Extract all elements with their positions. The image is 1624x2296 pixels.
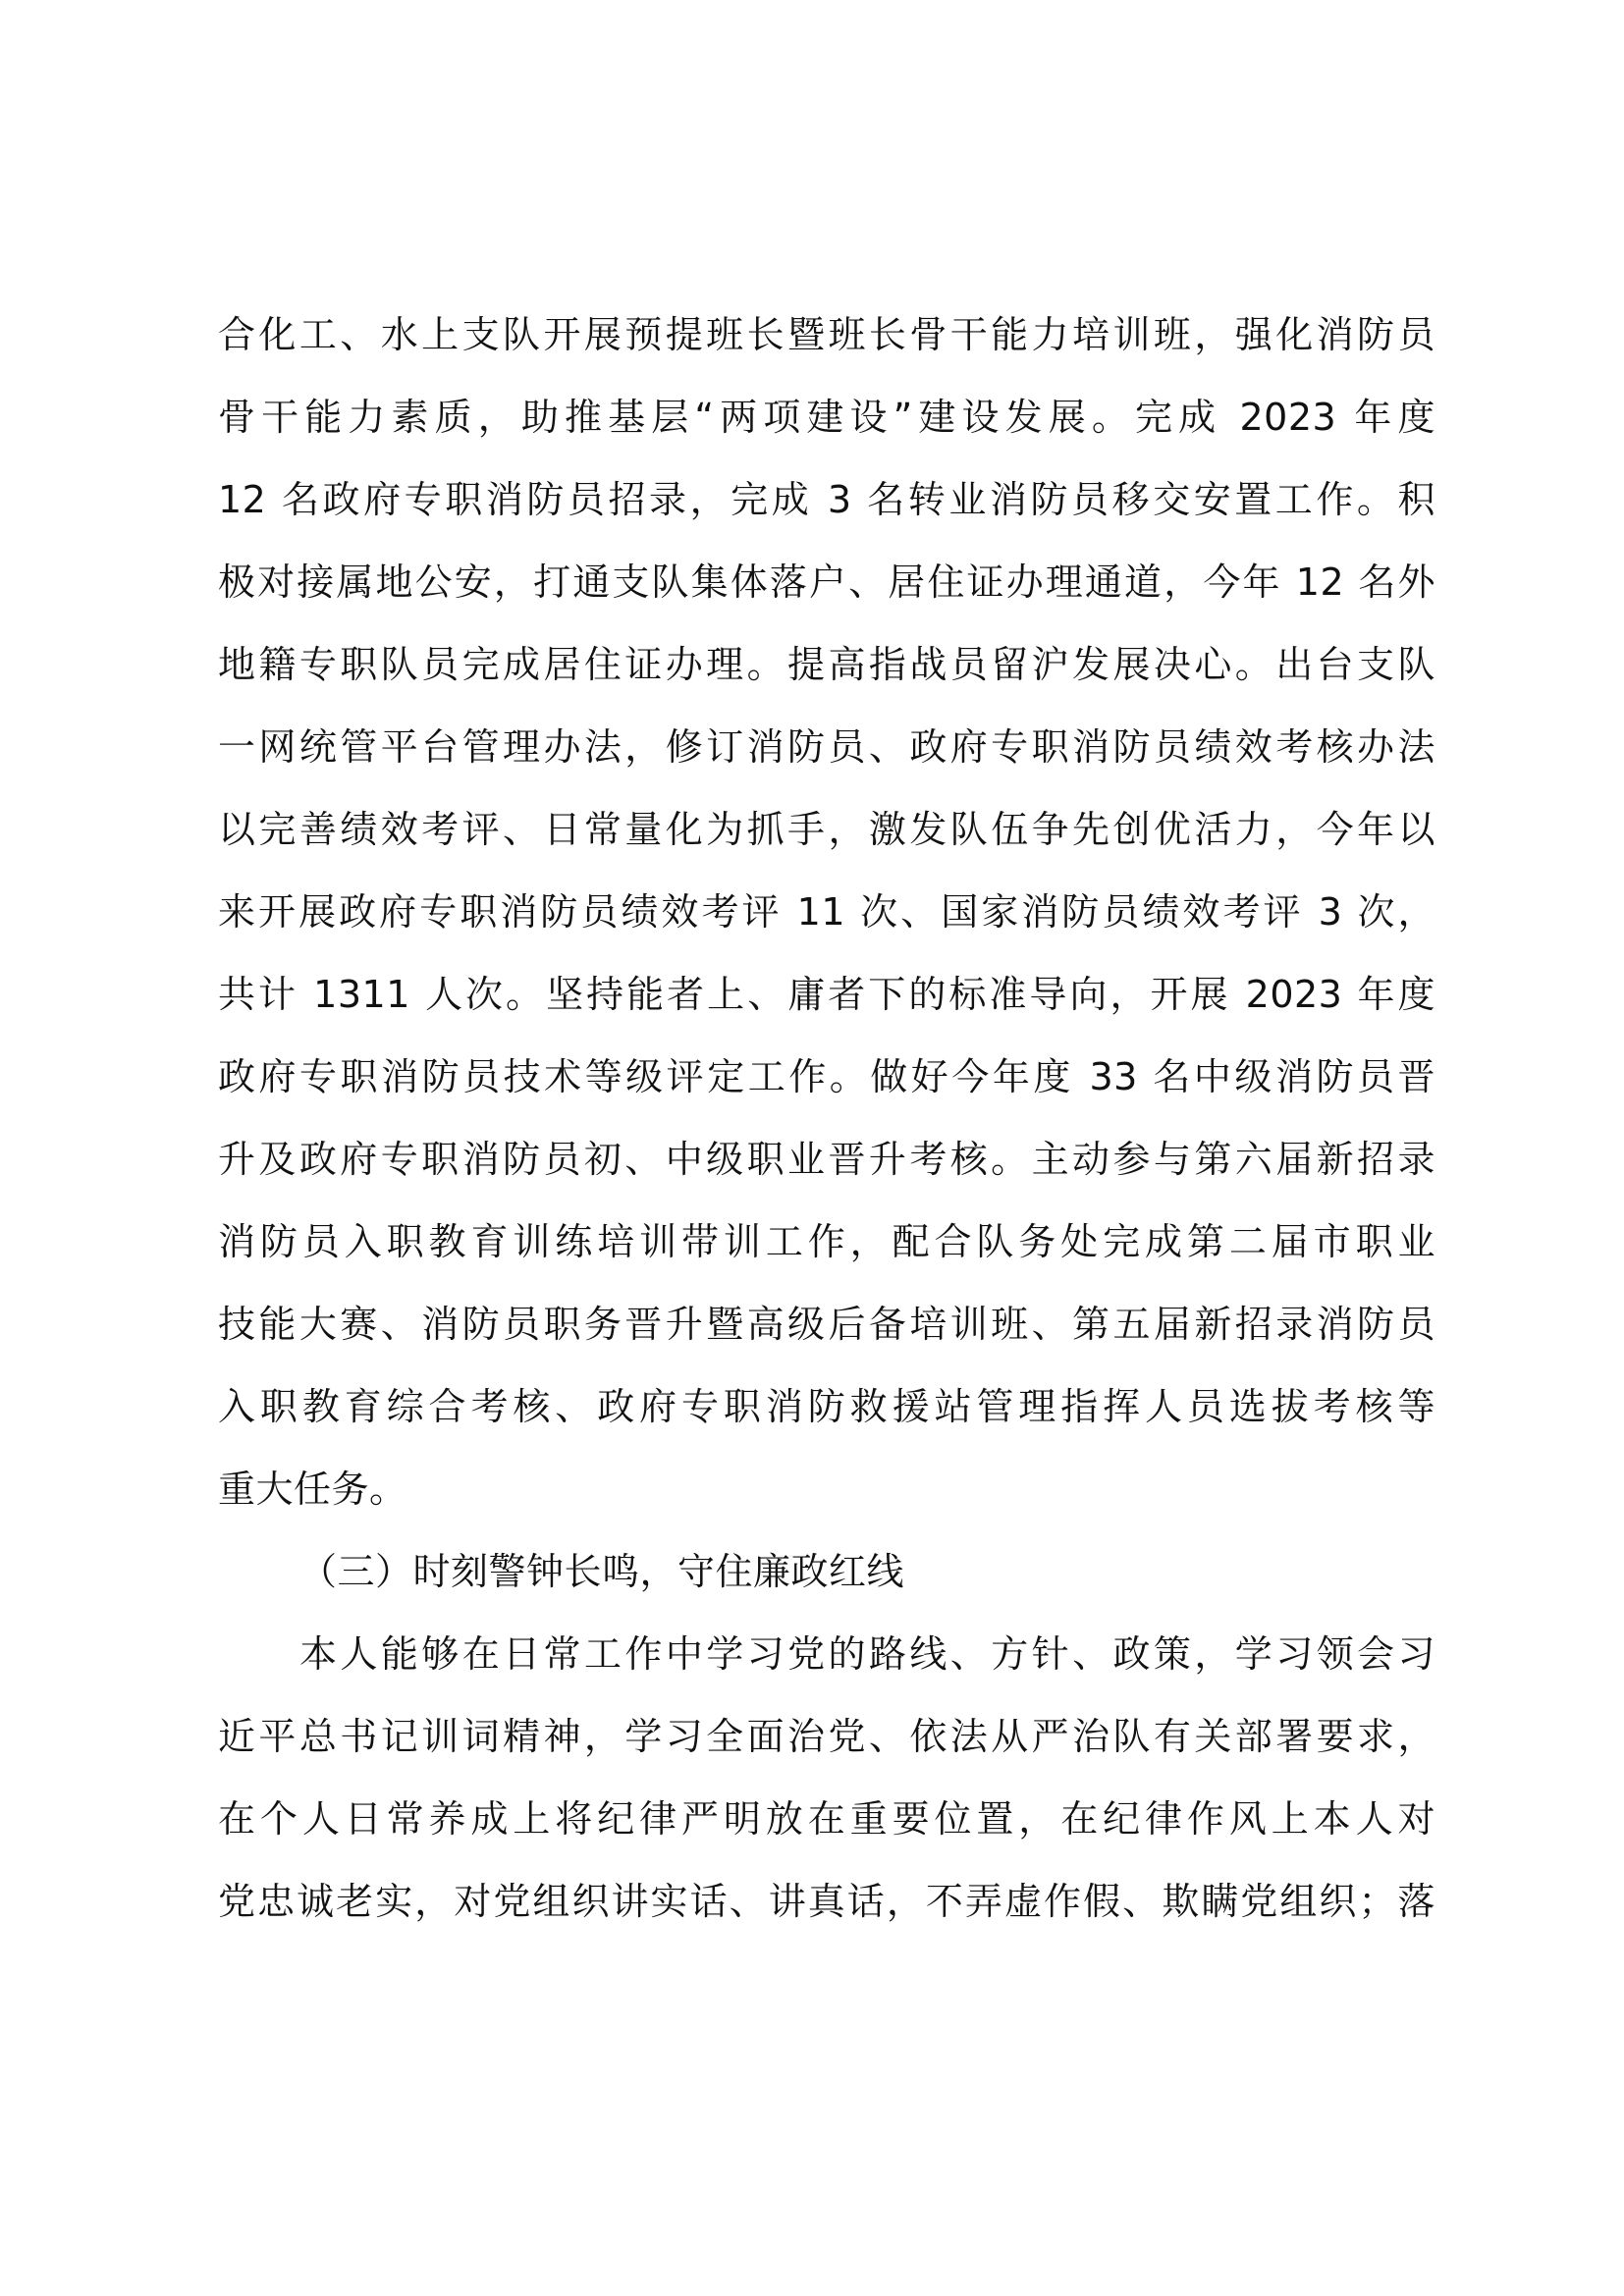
paragraph-line: 共计 1311 人次。坚持能者上、庸者下的标准导向，开展 2023 年度 [218, 973, 1435, 1016]
paragraph-line: 以完善绩效考评、日常量化为抓手，激发队伍争先创优活力，今年以 [218, 808, 1435, 851]
paragraph-line: 来开展政府专职消防员绩效考评 11 次、国家消防员绩效考评 3 次， [218, 890, 1435, 934]
paragraph-line: 入职教育综合考核、政府专职消防救援站管理指挥人员选拔考核等 [218, 1385, 1435, 1428]
paragraph-line: 重大任务。 [218, 1468, 407, 1511]
section-heading: （三）时刻警钟长鸣，守住廉政红线 [299, 1550, 905, 1593]
paragraph-line: 地籍专职队员完成居住证办理。提高指战员留沪发展决心。出台支队 [218, 643, 1435, 686]
paragraph-line: 骨干能力素质，助推基层“两项建设”建设发展。完成 2023 年度 [218, 396, 1435, 439]
paragraph-line: 极对接属地公安，打通支队集体落户、居住证办理通道，今年 12 名外 [218, 561, 1435, 604]
paragraph-line: 升及政府专职消防员初、中级职业晋升考核。主动参与第六届新招录 [218, 1138, 1435, 1181]
paragraph-line: 一网统管平台管理办法，修订消防员、政府专职消防员绩效考核办法 [218, 725, 1435, 769]
paragraph-line: 技能大赛、消防员职务晋升暨高级后备培训班、第五届新招录消防员 [218, 1303, 1435, 1346]
paragraph-line: 党忠诚老实，对党组织讲实话、讲真话，不弄虚作假、欺瞒党组织；落 [218, 1880, 1435, 1923]
paragraph-line: 合化工、水上支队开展预提班长暨班长骨干能力培训班，强化消防员 [218, 313, 1435, 356]
paragraph-line: 政府专职消防员技术等级评定工作。做好今年度 33 名中级消防员晋 [218, 1055, 1435, 1098]
paragraph-line: 12 名政府专职消防员招录，完成 3 名转业消防员移交安置工作。积 [218, 478, 1435, 521]
paragraph-line: 在个人日常养成上将纪律严明放在重要位置，在纪律作风上本人对 [218, 1797, 1435, 1841]
paragraph-line: 消防员入职教育训练培训带训工作，配合队务处完成第二届市职业 [218, 1220, 1435, 1263]
paragraph-line: 本人能够在日常工作中学习党的路线、方针、政策，学习领会习 [299, 1632, 1435, 1676]
paragraph-line: 近平总书记训词精神，学习全面治党、依法从严治队有关部署要求， [218, 1715, 1435, 1758]
